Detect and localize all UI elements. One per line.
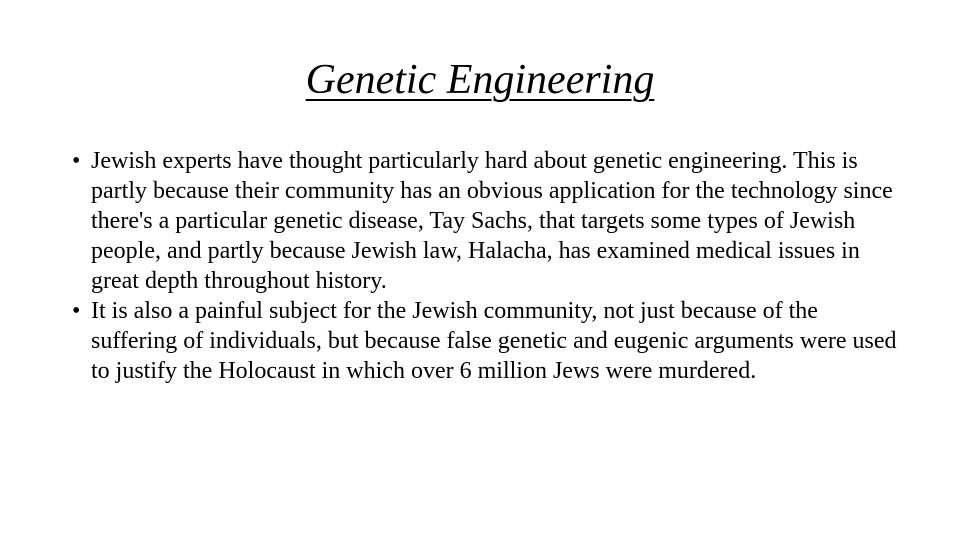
bullet-marker: • [72, 148, 81, 174]
bullet-list [72, 146, 902, 386]
slide-title: Genetic Engineering [305, 57, 655, 103]
bullet-marker: • [72, 298, 81, 324]
bullet-text: Jewish experts have thought particularly hard about genetic engineering. This is partly because their community has an obvious application for the technology since there's a particular genetic disease, Tay Sachs, that targets some types of Jewish people, and partly because Jewish law, Halacha, has examined medical issues in great depth throughout history. [91, 148, 893, 294]
bullet-text: It is also a painful subject for the Jewish community, not just because of the suffering of individuals, but because false genetic and eugenic arguments were used to justify the Holocaust in which over 6 million Jews were murdered. [91, 298, 897, 384]
bullet-item [72, 296, 902, 386]
bullet-item [72, 146, 902, 296]
